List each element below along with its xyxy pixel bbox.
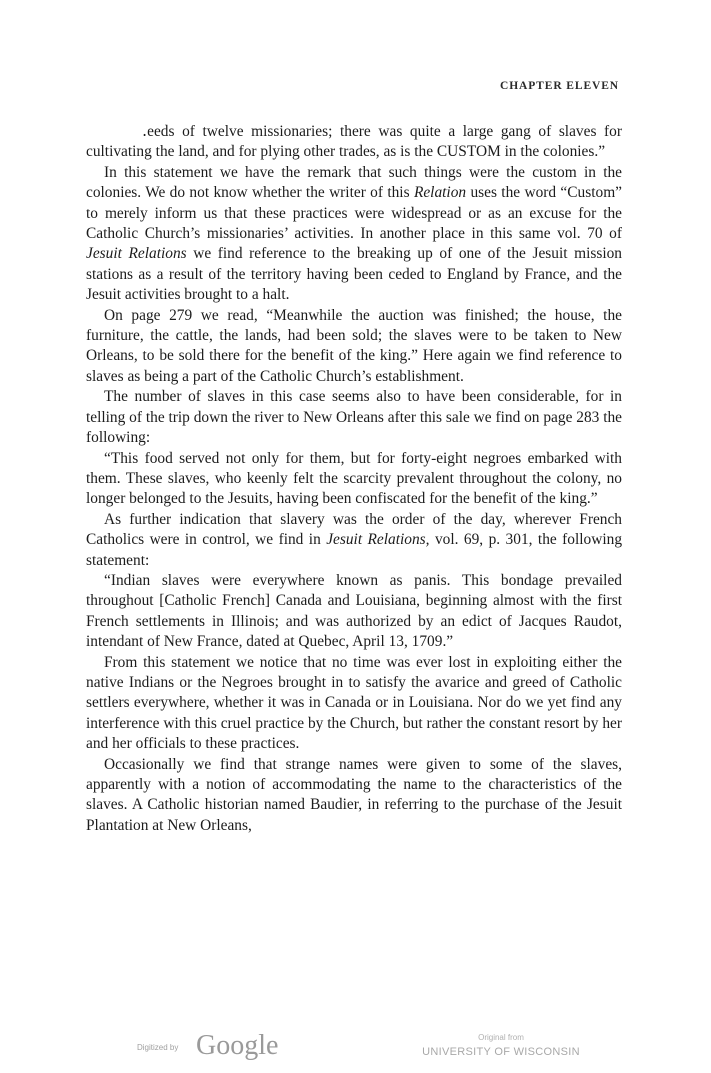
google-logo: Google <box>196 1030 279 1061</box>
paragraph <box>86 122 622 163</box>
text-run: In this statement we have the remark that such things were the custom in the colonies. We do not know whether the writer of this <box>86 163 622 202</box>
paragraph <box>86 387 622 448</box>
text-run: uses the word “Custom” to merely inform us that these practices were widespread or as an excuse for the Catholic Church’s missionaries’ activities. In another place in this same vol. 70 of <box>86 184 622 243</box>
paragraph <box>86 510 622 571</box>
paragraph <box>86 755 622 837</box>
text-run: “Indian slaves were everywhere known as panis. This bondage prevailed throughout [Catholic French] Canada and Louisiana, beginning almost with the first French settlements in Illinois; and was authorized by an edict of Jacques Raudot, intendant of New France, dated at Quebec, April 13, 1709.” <box>86 571 622 651</box>
paragraph <box>86 653 622 755</box>
italic-title: Relation <box>413 184 467 202</box>
paragraph <box>86 571 622 653</box>
text-run: On page 279 we read, “Meanwhile the auction was finished; the house, the furniture, the cattle, the lands, had been sold; the slaves were to be taken to New Orleans, to be sold there for the benefit of the king.” Here again we find reference to slaves as being a part of the Catholic Church’s establishment. <box>86 306 622 385</box>
text-run: ․eeds of twelve missionaries; there was quite a large gang of slaves for cultivating the land, and for plying other trades, as is the CUSTOM in the colonies.” <box>86 123 622 161</box>
paragraph <box>86 449 622 510</box>
digitized-by-label: Digitized by <box>137 1043 179 1052</box>
text-run: we find reference to the breaking up of one of the Jesuit mission stations as a result of the territory having been ceded to England by France, and the Jesuit activities brought to a halt. <box>86 245 622 304</box>
text-run: “This food served not only for them, but for forty-eight negroes embarked with them. These slaves, who keenly felt the scarcity prevalent throughout the colony, no longer belonged to the Jesuits, having been confiscated for the benefit of the king.” <box>86 449 622 508</box>
paragraph <box>86 306 622 388</box>
original-from-label: Original from <box>478 1033 524 1042</box>
body-text <box>86 122 622 836</box>
scan-footer <box>0 1030 711 1070</box>
italic-title: Jesuit Relations, <box>326 531 430 549</box>
text-run: Occasionally we find that strange names were given to some of the slaves, apparently with a notion of accommodating the name to the characteristics of the slaves. A Catholic historian named Baudier, in referring to the purchase of the Jesuit Plantation at New Orleans, <box>86 755 622 834</box>
running-head: CHAPTER ELEVEN <box>500 80 619 92</box>
text-run: As further indication that slavery was the order of the day, wherever French Catholics were in control, we find in <box>86 510 622 549</box>
text-run: From this statement we notice that no time was ever lost in exploiting either the native Indians or the Negroes brought in to satisfy the avarice and greed of Catholic settlers everywhere, whether it was in Canada or in Louisiana. Nor do we yet find any interference with this cruel practice by the Church, but rather the constant resort by her and her officials to these practices. <box>86 653 622 753</box>
university-label: UNIVERSITY OF WISCONSIN <box>422 1046 580 1058</box>
text-run: The number of slaves in this case seems also to have been considerable, for in telling of the trip down the river to New Orleans after this sale we find on page 283 the following: <box>86 388 622 447</box>
italic-title: Jesuit Relations <box>86 245 187 263</box>
paragraph <box>86 163 622 306</box>
text-run: vol. 69, p. 301, the following statement: <box>86 531 623 569</box>
